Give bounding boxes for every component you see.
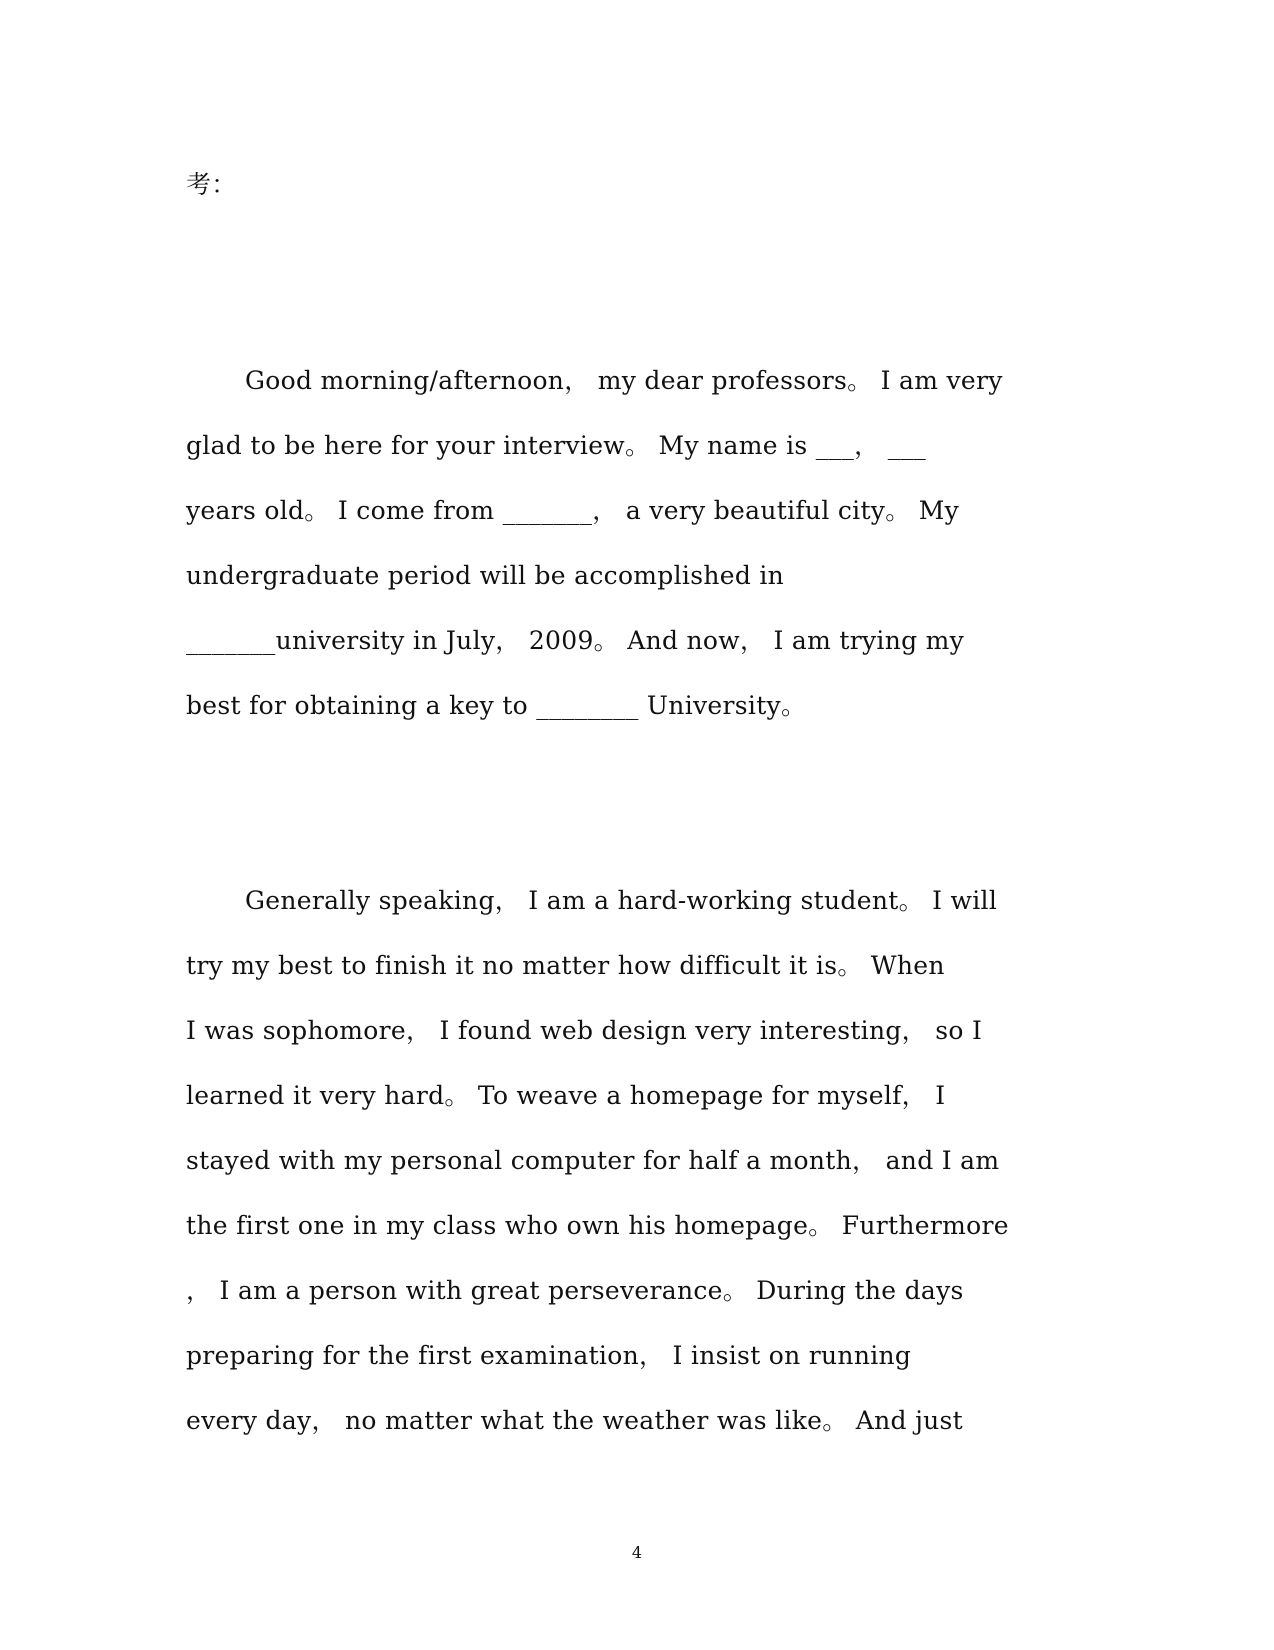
- paragraph-line: glad to be here for your interview。 My name is ___， ___: [186, 431, 927, 460]
- paragraph-line: I was sophomore， I found web design very interesting， so I: [186, 1016, 983, 1045]
- paragraph-line: Generally speaking， I am a hard-working student。 I will: [245, 886, 998, 915]
- paragraph-line: the first one in my class who own his homepage。 Furthermore: [186, 1211, 1009, 1240]
- paragraph-line: try my best to finish it no matter how difficult it is。 When: [186, 951, 945, 980]
- heading-fragment: 考：: [186, 170, 237, 199]
- paragraph-line: learned it very hard。 To weave a homepage for myself， I: [186, 1081, 946, 1110]
- paragraph-line: every day， no matter what the weather was like。 And just: [186, 1406, 964, 1435]
- paragraph-line: ， I am a person with great perseverance。 During the days: [186, 1276, 964, 1305]
- paragraph-line: best for obtaining a key to ________ University。: [186, 691, 807, 720]
- page-number: 4: [631, 1543, 643, 1562]
- paragraph-line: years old。 I come from _______， a very beautiful city。 My: [186, 496, 960, 525]
- paragraph-line: undergraduate period will be accomplished in: [186, 561, 785, 590]
- paragraph-line: _______university in July， 2009。 And now， I am trying my: [186, 626, 965, 655]
- paragraph-line: preparing for the first examination， I insist on running: [186, 1341, 912, 1370]
- paragraph-line: stayed with my personal computer for half a month， and I am: [186, 1146, 1000, 1175]
- paragraph-line: Good morning/afternoon， my dear professors。 I am very: [245, 366, 1003, 395]
